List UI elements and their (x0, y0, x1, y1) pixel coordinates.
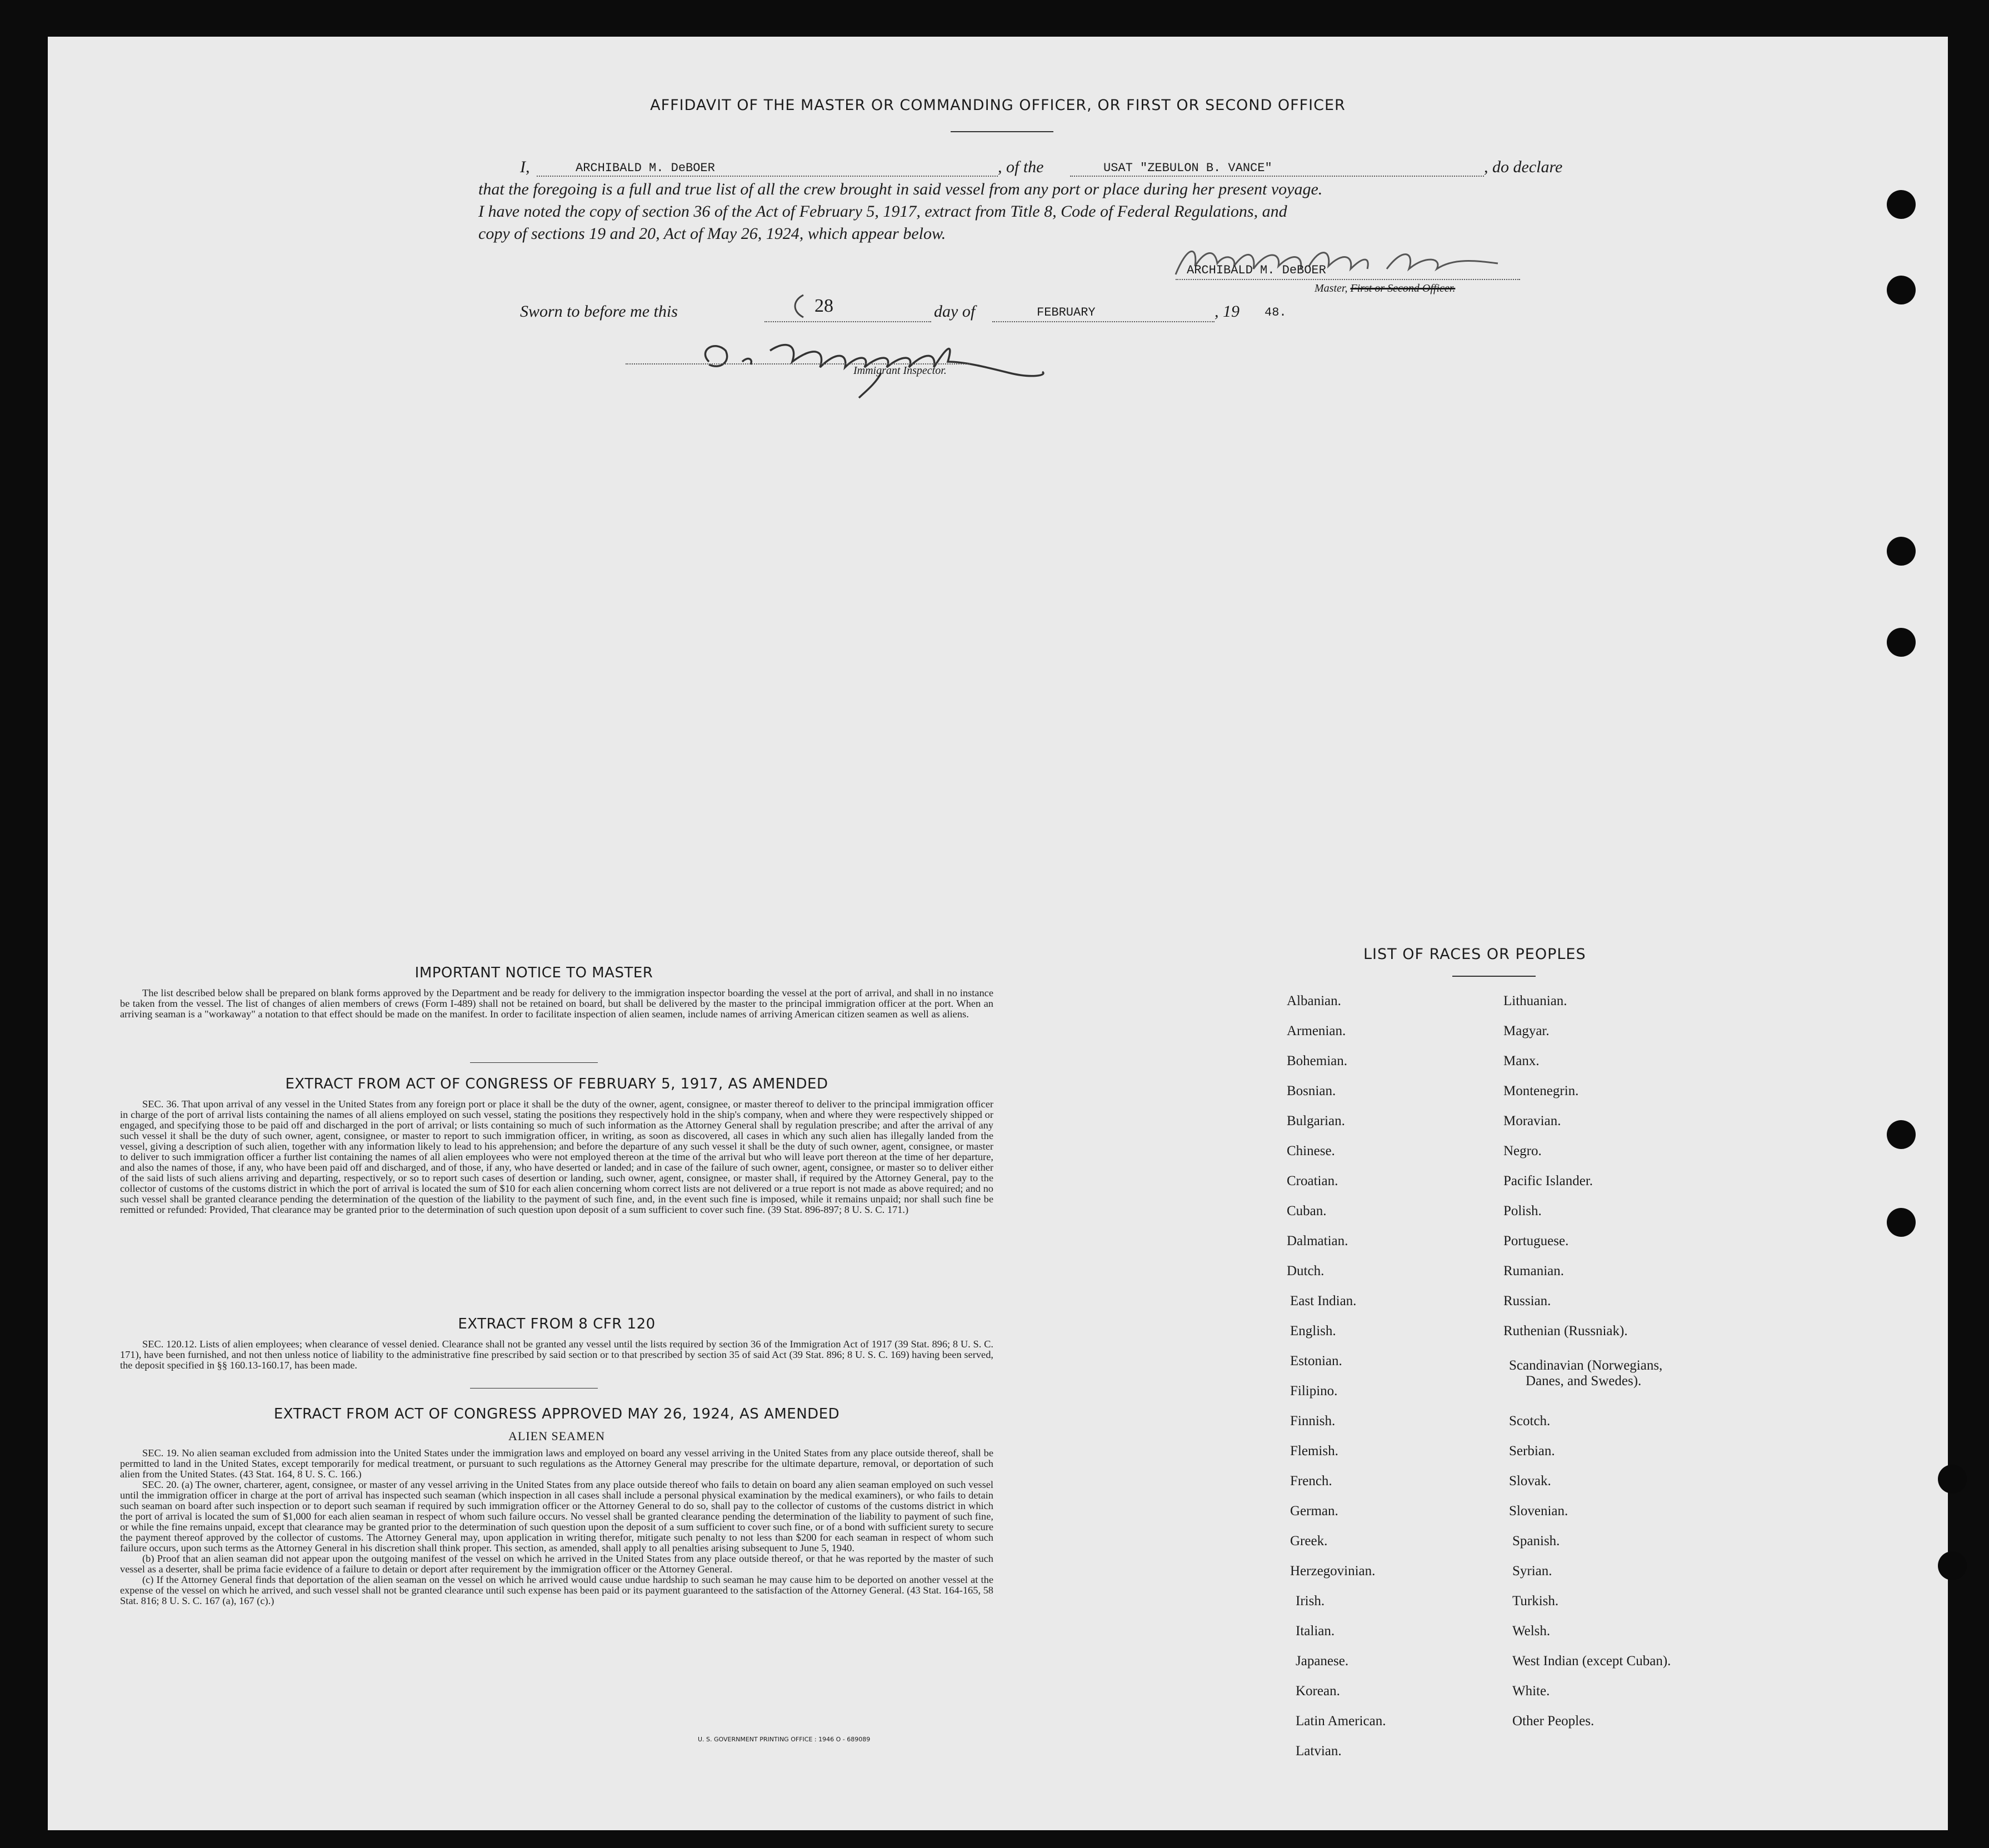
race-item: Herzegovinian. (1290, 1564, 1376, 1579)
race-item: Turkish. (1512, 1594, 1559, 1609)
race-item: Croatian. (1287, 1173, 1338, 1188)
race-item: Magyar. (1503, 1023, 1550, 1038)
vessel-name: USAT "ZEBULON B. VANCE" (1103, 161, 1272, 175)
extract-1917-text: SEC. 36. That upon arrival of any vessel in the United States from any foreign port or place it shall be the duty of the owner, agent, consignee, or master thereof to deliver to the principal immigration officer in charge of the port of arrival lists containing the names of all aliens employed on such vessel, stating the positions they respectively hold in the ship's company, when and where they were respectively shipped or engaged, and specifying those to be paid off and discharged in the port of arrival; or lists containing so much of such information as the Attorney General shall by regulation prescribe; and after the arrival of any such vessel it shall be the duty of such owner, agent, consignee, or master to report to such immigration officer, in writing, as soon as discovered, all cases in which any such alien has illegally landed from the vessel, giving a description of such alien, together with any information likely to lead to his apprehension; and before the departure of any such vessel it shall be the duty of such owner, agent, consignee, or master to deliver to such immigration officer a further list containing the names of all alien employees who were not employed thereon at the time of the arrival but who will leave port thereon at the time of her departure, and also the names of those, if any, who have been paid off and discharged, and of those, if any, who have deserted or landed; and in case of the failure of such owner, agent, consignee, or master so to deliver either of the said lists of such aliens arriving and departing, respectively, or so to report such cases of desertion or landing, such owner, agent, consignee, or master shall, if required by the Attorney General, pay to the collector of customs of the customs district in which the port of arrival is located the sum of $10 for each alien concerning whom correct lists are not delivered or a true report is not made as above required; and no such vessel shall be granted clearance pending the determination of the question of the liability to the payment of such fine, and, in the event such fine is imposed, while it remains unpaid; nor shall such fine be remitted or refunded: Provided, That clearance may be granted prior to the determination of such question upon deposit of a sum sufficient to cover such fine. (39 Stat. 896-897; 8 U. S. C. 171.) (120, 1098, 993, 1215)
year-value: 48. (1265, 306, 1287, 319)
punch-hole (1887, 276, 1916, 304)
race-item: Spanish. (1512, 1534, 1560, 1549)
race-item: East Indian. (1290, 1293, 1357, 1308)
race-item: Korean. (1296, 1684, 1340, 1699)
race-item: Montenegrin. (1503, 1083, 1579, 1098)
day-dotted-line (764, 321, 931, 322)
signature-dotted-line (1176, 279, 1520, 280)
alien-seamen-subtitle: ALIEN SEAMEN (508, 1429, 605, 1443)
punch-hole (1938, 1551, 1967, 1580)
race-item: Russian. (1503, 1293, 1551, 1308)
printing-office-footer: U. S. GOVERNMENT PRINTING OFFICE : 1946 O - 689089 (698, 1736, 871, 1743)
race-item: Portuguese. (1503, 1233, 1569, 1248)
typed-signature: ARCHIBALD M. DeBOER (1187, 263, 1326, 277)
day-of-label: day of (934, 302, 976, 321)
race-item: Albanian. (1287, 993, 1341, 1008)
vessel-dotted-line (1070, 176, 1484, 177)
race-item: Italian. (1296, 1624, 1335, 1639)
race-item: White. (1512, 1684, 1550, 1699)
race-item: Syrian. (1512, 1564, 1552, 1579)
race-item: Slovenian. (1509, 1504, 1568, 1519)
races-title: LIST OF RACES OR PEOPLES (1363, 946, 1586, 963)
race-item: Serbian. (1509, 1444, 1555, 1459)
name-dotted-line (537, 176, 998, 177)
races-divider (1452, 976, 1536, 977)
sworn-label: Sworn to before me this (520, 302, 678, 321)
race-item: Estonian. (1290, 1353, 1342, 1368)
race-item: English. (1290, 1323, 1336, 1338)
extract-1924-title: EXTRACT FROM ACT OF CONGRESS APPROVED MAY 26, 1924, AS AMENDED (273, 1406, 840, 1422)
extract-8cfr-title: EXTRACT FROM 8 CFR 120 (458, 1316, 656, 1332)
race-item: Moravian. (1503, 1113, 1561, 1128)
race-item: Danes, and Swedes). (1526, 1373, 1642, 1389)
punch-hole (1887, 190, 1916, 219)
extract-1917-title: EXTRACT FROM ACT OF CONGRESS OF FEBRUARY 5, 1917, AS AMENDED (285, 1076, 828, 1092)
race-item: Finnish. (1290, 1414, 1336, 1429)
notice-title: IMPORTANT NOTICE TO MASTER (414, 965, 653, 981)
declaration-line-2: that the foregoing is a full and true list of all the crew brought in said vessel from any port or place during her present voyage. (478, 180, 1323, 198)
race-item: Bosnian. (1287, 1083, 1336, 1098)
of-the-label: , of the (998, 158, 1044, 176)
race-item: Welsh. (1512, 1624, 1551, 1639)
master-name: ARCHIBALD M. DeBOER (576, 161, 715, 175)
race-item: Chinese. (1287, 1143, 1335, 1158)
race-item: Cuban. (1287, 1203, 1327, 1218)
race-item: Bulgarian. (1287, 1113, 1345, 1128)
race-item: Greek. (1290, 1534, 1328, 1549)
master-label: Master, First or Second Officer. (1315, 282, 1456, 294)
race-item: Irish. (1296, 1594, 1325, 1609)
sec-20a-paragraph: SEC. 20. (a) The owner, charterer, agent, consignee, or master of any vessel arriving in the United States from any place outside thereof who fails to detain on board any alien seaman employed on such vessel until the immigration officer in charge at the port of arrival has inspected such seaman (which inspection in all cases shall include a personal physical examination by the medical examiners), or who fails to detain such seaman on board after such inspection or to deport such seaman if required by such immigration officer or the Attorney General to do so, shall pay to the collector of customs of the customs district in which the port of arrival is located the sum of $1,000 for each alien seaman in respect of whom such failure occurs. No vessel shall be granted clearance pending the determination of the liability to payment of such fine, or while the fine remains unpaid, except that clearance may be granted prior to the determination of such question upon the deposit of a sum sufficient to cover such fine, or of a bond with sufficient surety to secure the payment thereof approved by the collector of customs. The Attorney General may, upon application in writing therefor, mitigate such penalty to not less than $200 for each seaman in respect of whom such failure occurs, upon such terms as the Attorney General in his discretion shall think proper. This section, as amended, shall apply to all penalties arising subsequent to June 5, 1940. (120, 1479, 993, 1554)
race-item: Dutch. (1287, 1263, 1325, 1278)
race-item: Lithuanian. (1503, 993, 1567, 1008)
declaration-line-3: I have noted the copy of section 36 of the Act of February 5, 1917, extract from Title 8, Code of Federal Regulations, and (478, 202, 1287, 221)
cfr-divider (470, 1388, 598, 1389)
race-item: Rumanian. (1503, 1263, 1565, 1278)
extract-1924-text (120, 1448, 993, 1606)
race-item: Ruthenian (Russniak). (1503, 1323, 1628, 1338)
year-prefix: , 19 (1215, 302, 1240, 321)
race-item: Polish. (1503, 1203, 1542, 1218)
struck-officer-label: First or Second Officer. (1350, 282, 1456, 294)
race-item: Japanese. (1296, 1654, 1349, 1669)
sec-19-paragraph: SEC. 19. No alien seaman excluded from admission into the United States under the immigration laws and employed on board any vessel arriving in the United States from any place outside thereof, shall be permitted to land in the United States, except temporarily for medical treatment, or pursuant to such regulations as the Attorney General may prescribe for the ultimate departure, removal, or deportation of such alien from the United States. (43 Stat. 164, 8 U. S. C. 166.) (120, 1447, 993, 1480)
month-dotted-line (992, 321, 1215, 322)
title-divider (951, 131, 1053, 132)
document-page (48, 37, 1948, 1830)
race-item: Negro. (1503, 1143, 1542, 1158)
sec-20c-paragraph: (c) If the Attorney General finds that deportation of the alien seaman on the vessel on which he arrived would cause undue hardship to such seaman he may cause him to be deported on another vessel at the expense of the vessel on which he arrived, and such vessel shall not be granted clearance until such expense has been paid or its payment guaranteed to the satisfaction of the Attorney General. (43 Stat. 164-165, 58 Stat. 816; 8 U. S. C. 167 (a), 167 (c).) (120, 1574, 993, 1606)
day-value: 28 (814, 296, 833, 316)
sec-20b-paragraph: (b) Proof that an alien seaman did not appear upon the outgoing manifest of the vessel on which he arrived in the United States from any place outside thereof, or that he was reported by the master of such vessel as a deserter, shall be prima facie evidence of a failure to detain or deport after requirement by the immigration officer or the Attorney General. (120, 1553, 993, 1575)
punch-hole (1938, 1465, 1967, 1494)
declaration-line-1 (520, 158, 530, 177)
notice-divider (470, 1062, 598, 1063)
punch-hole (1887, 628, 1916, 657)
race-item: Pacific Islander. (1503, 1173, 1593, 1188)
race-item: German. (1290, 1504, 1338, 1519)
month-value: FEBRUARY (1037, 306, 1096, 319)
race-item: Filipino. (1290, 1383, 1338, 1399)
extract-8cfr-text: SEC. 120.12. Lists of alien employees; when clearance of vessel denied. Clearance shall not be granted any vessel until the lists required by section 36 of the Immigration Act of 1917 (39 Stat. 896; 8 U. S. C. 171), have been furnished, and not then unless notice of liability to the administrative fine prescribed by said section or to that prescribed by section 35 of said Act (39 Stat. 896; 8 U. S. C. 169) having been served, the deposit specified in §§ 160.13-160.17, has been made. (120, 1338, 993, 1371)
race-item: Manx. (1503, 1053, 1540, 1068)
inspector-label: Immigrant Inspector. (853, 364, 947, 377)
race-item: Flemish. (1290, 1444, 1338, 1459)
race-item: Scandinavian (Norwegians, (1509, 1358, 1663, 1373)
punch-hole (1887, 537, 1916, 566)
race-item: Armenian. (1287, 1023, 1346, 1038)
declaration-line-4: copy of sections 19 and 20, Act of May 26, 1924, which appear below. (478, 224, 946, 243)
do-declare-label: , do declare (1484, 158, 1563, 176)
race-item: West Indian (except Cuban). (1512, 1654, 1671, 1669)
race-item: Latin American. (1296, 1714, 1386, 1729)
punch-hole (1887, 1208, 1916, 1237)
race-item: Latvian. (1296, 1744, 1342, 1759)
i-label: I, (520, 158, 530, 176)
race-item: Other Peoples. (1512, 1714, 1595, 1729)
race-item: Slovak. (1509, 1474, 1551, 1489)
race-item: French. (1290, 1474, 1332, 1489)
race-item: Scotch. (1509, 1414, 1551, 1429)
punch-hole (1887, 1120, 1916, 1149)
race-item: Bohemian. (1287, 1053, 1348, 1068)
affidavit-title: AFFIDAVIT OF THE MASTER OR COMMANDING OFFICER, OR FIRST OR SECOND OFFICER (650, 97, 1346, 114)
race-item: Dalmatian. (1287, 1233, 1348, 1248)
notice-text: The list described below shall be prepared on blank forms approved by the Department and be ready for delivery to the immigration inspector boarding the vessel at the port of arrival, and shall in no instance be taken from the vessel. The list of changes of alien members of crews (Form I-489) shall not be retained on board, but shall be delivered by the master to the principal immigration officer at the port. When an arriving seaman is a "workaway" a notation to that effect should be made on the manifest. In order to facilitate inspection of alien seamen, include names of arriving American citizen seamen as well as aliens. (120, 987, 993, 1020)
